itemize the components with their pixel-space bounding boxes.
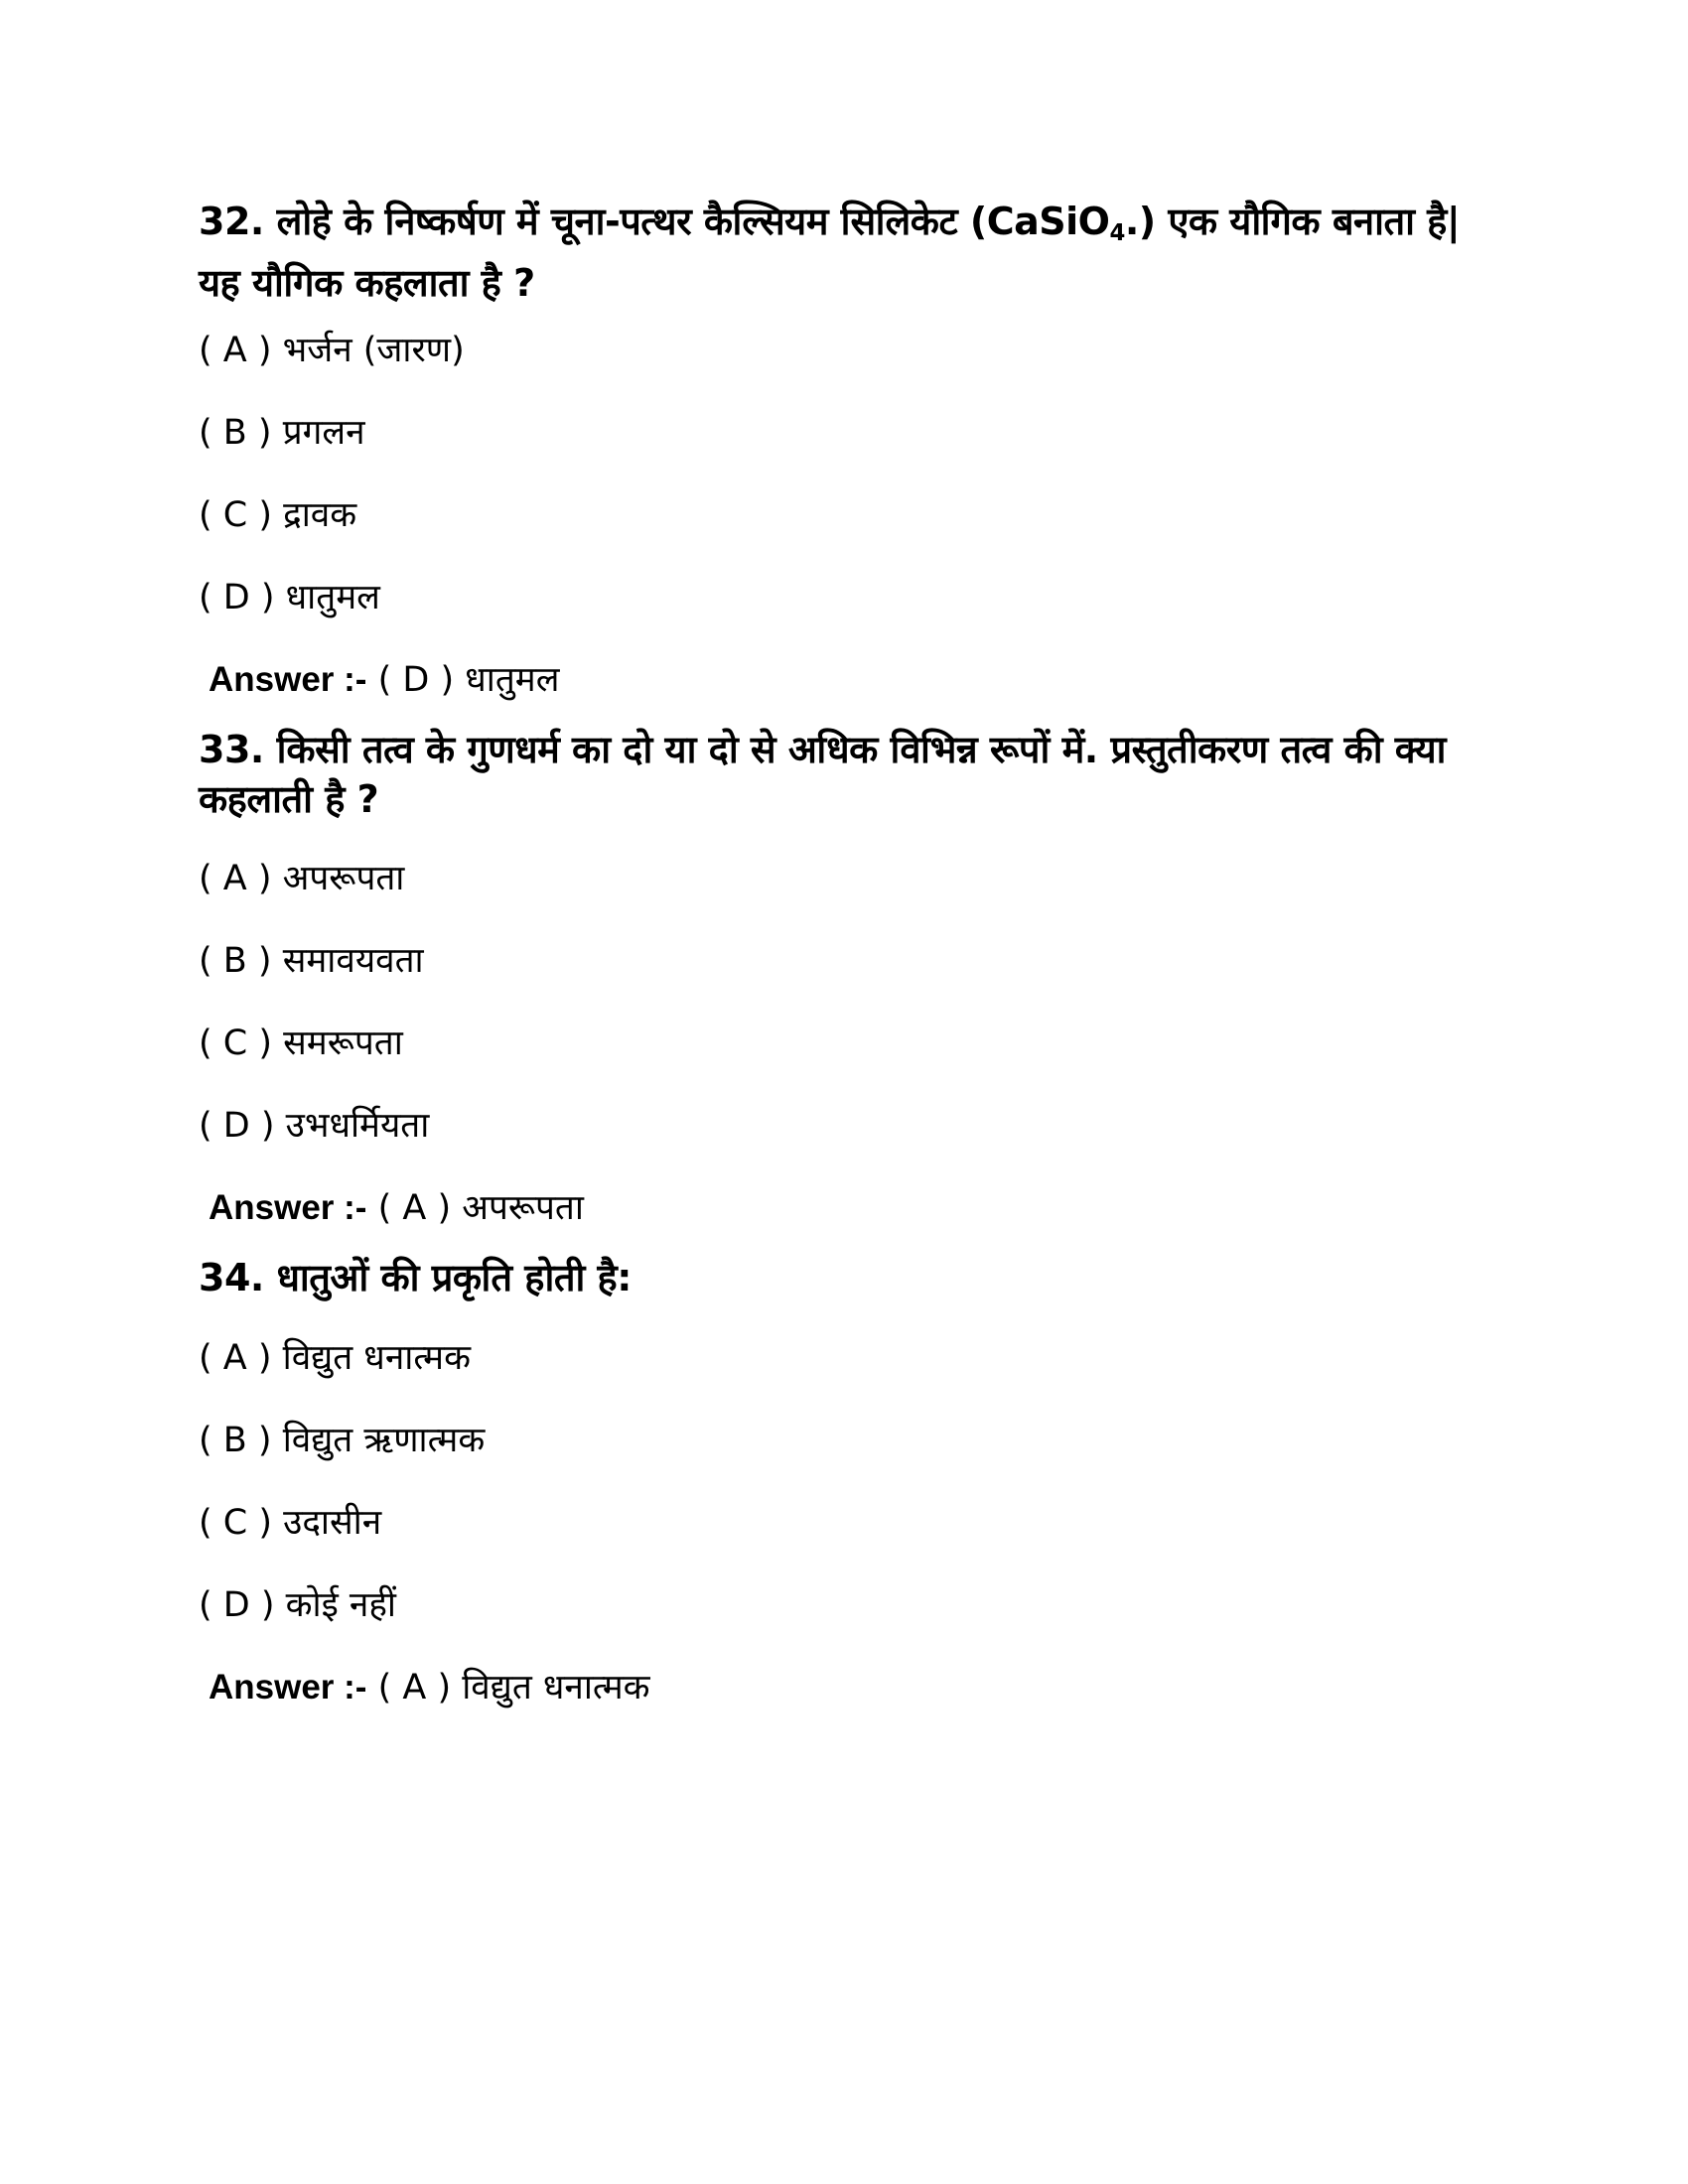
question-33-answer: [209, 1185, 584, 1231]
option-text: समावयवता: [282, 941, 424, 981]
question-33-option-a: [199, 856, 404, 901]
option-text: प्रगलन: [282, 413, 365, 453]
question-33-option-c: [199, 1021, 403, 1066]
question-34-option-c: [199, 1500, 381, 1546]
question-number: 34.: [199, 1256, 264, 1299]
question-number: 32.: [199, 200, 264, 243]
question-text: लोहे के निष्कर्षण में चूना-पत्थर कैल्सियम सिलिकेट (CaSiO: [276, 200, 1110, 243]
option-text: द्रावक: [283, 495, 357, 535]
option-letter: ( D ): [199, 1585, 275, 1625]
option-letter: ( A ): [199, 859, 272, 898]
question-32-option-c: [199, 492, 356, 538]
option-text: उभधर्मियता: [285, 1106, 430, 1146]
option-letter: ( C ): [199, 495, 272, 535]
question-33-option-d: [199, 1103, 429, 1149]
question-33-option-b: [199, 938, 424, 984]
option-letter: ( D ): [199, 1106, 275, 1146]
option-text: उदासीन: [283, 1503, 382, 1543]
formula-subscript: 4: [1109, 220, 1125, 246]
question-34-answer: [209, 1665, 650, 1710]
option-letter: ( C ): [199, 1024, 272, 1063]
question-34-option-a: [199, 1335, 471, 1381]
answer-value: ( A ) विद्युत धनात्मक: [377, 1668, 650, 1707]
option-letter: ( A ): [199, 1338, 272, 1378]
option-letter: ( A ): [199, 331, 272, 370]
question-34-title: [199, 1253, 1489, 1302]
option-text: समरूपता: [283, 1024, 403, 1063]
question-32-answer: [209, 657, 559, 703]
answer-label: Answer :-: [209, 1188, 367, 1227]
option-text: कोई नहीं: [285, 1585, 396, 1625]
answer-value: ( D ) धातुमल: [377, 660, 560, 700]
question-text-cont: .) एक यौगिक बनाता है| यह यौगिक कहलाता है ?: [199, 200, 1461, 305]
question-text: धातुओं की प्रकृति होती है:: [276, 1256, 632, 1299]
option-letter: ( C ): [199, 1503, 272, 1543]
question-33-title: [199, 725, 1489, 824]
option-letter: ( B ): [199, 413, 272, 453]
option-text: भर्जन (जारण): [282, 331, 465, 370]
question-34-option-b: [199, 1418, 485, 1463]
option-letter: ( B ): [199, 1421, 272, 1460]
option-text: विद्युत धनात्मक: [282, 1338, 471, 1378]
question-32-option-a: [199, 328, 465, 373]
option-text: विद्युत ऋणात्मक: [282, 1421, 486, 1460]
question-32-option-b: [199, 410, 365, 456]
answer-label: Answer :-: [209, 660, 367, 699]
answer-label: Answer :-: [209, 1668, 367, 1706]
question-text: किसी तत्व के गुणधर्म का दो या दो से अधिक विभिन्न रूपों में. प्रस्तुतीकरण तत्व की क्या कहलाती है ?: [199, 728, 1447, 821]
option-text: अपरूपता: [282, 859, 405, 898]
question-number: 33.: [199, 728, 264, 771]
option-letter: ( D ): [199, 578, 275, 617]
question-32-title: [199, 197, 1489, 308]
question-32-option-d: [199, 575, 380, 620]
answer-value: ( A ) अपरूपता: [377, 1188, 584, 1228]
option-letter: ( B ): [199, 941, 272, 981]
question-34-option-d: [199, 1582, 396, 1628]
option-text: धातुमल: [285, 578, 380, 617]
